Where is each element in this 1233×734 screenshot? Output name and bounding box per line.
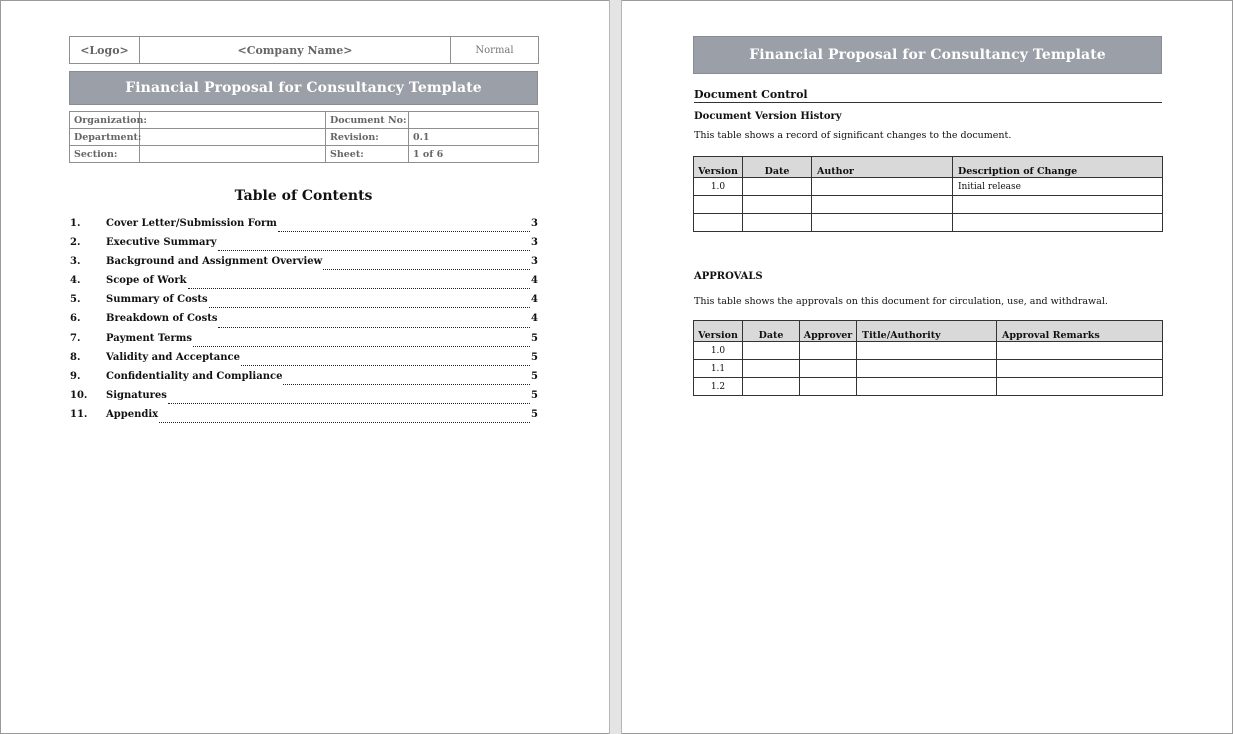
table-cell[interactable]: 1.1	[694, 360, 743, 378]
table-cell[interactable]	[812, 196, 953, 214]
document-no-value[interactable]	[409, 112, 539, 129]
toc-label: Payment Terms	[106, 332, 192, 344]
table-of-contents	[70, 218, 538, 428]
page-2	[622, 0, 1233, 734]
table-cell[interactable]	[743, 342, 800, 360]
table-cell[interactable]	[812, 214, 953, 232]
table-row	[694, 178, 1163, 196]
toc-page: 5	[531, 389, 538, 401]
table-row	[694, 378, 1163, 396]
toc-leader	[193, 346, 530, 347]
toc-label: Executive Summary	[106, 237, 217, 249]
table-cell[interactable]	[694, 214, 743, 232]
toc-leader	[218, 327, 530, 328]
toc-page: 4	[531, 294, 538, 306]
sheet-value[interactable]: 1 of 6	[409, 146, 539, 163]
toc-item[interactable]	[70, 218, 538, 237]
approvals-table	[693, 320, 1163, 396]
toc-number: 6.	[70, 313, 81, 325]
table-row	[694, 196, 1163, 214]
toc-page: 4	[531, 313, 538, 325]
logo-placeholder[interactable]: <Logo>	[70, 37, 140, 64]
table-cell[interactable]	[800, 378, 857, 396]
toc-item[interactable]	[70, 275, 538, 294]
document-title: Financial Proposal for Consultancy Template	[69, 71, 538, 105]
toc-number: 7.	[70, 332, 81, 344]
table-cell[interactable]	[743, 196, 812, 214]
table-cell[interactable]: 1.0	[694, 342, 743, 360]
approvals-description: This table shows the approvals on this document for circulation, use, and withdrawal.	[694, 296, 1108, 307]
toc-label: Signatures	[106, 389, 167, 401]
document-no-label: Document No:	[326, 112, 409, 129]
toc-title: Table of Contents	[234, 188, 373, 204]
table-cell[interactable]: 1.0	[694, 178, 743, 196]
toc-item[interactable]	[70, 390, 538, 409]
toc-leader	[241, 365, 530, 366]
table-cell[interactable]	[694, 196, 743, 214]
toc-page: 4	[531, 275, 538, 287]
table-cell[interactable]	[743, 214, 812, 232]
table-cell[interactable]	[800, 342, 857, 360]
toc-label: Validity and Acceptance	[106, 351, 240, 363]
toc-number: 5.	[70, 294, 81, 306]
table-cell[interactable]	[743, 360, 800, 378]
table-cell[interactable]: Initial release	[953, 178, 1163, 196]
department-value[interactable]	[140, 129, 326, 146]
toc-number: 3.	[70, 256, 81, 268]
toc-number: 8.	[70, 351, 81, 363]
toc-leader	[168, 403, 530, 404]
toc-leader	[283, 384, 530, 385]
toc-label: Summary of Costs	[106, 294, 208, 306]
toc-leader	[323, 269, 530, 270]
section-value[interactable]	[140, 146, 326, 163]
toc-item[interactable]	[70, 237, 538, 256]
column-header: Title/Authority	[857, 321, 997, 342]
column-header: Approval Remarks	[997, 321, 1163, 342]
organization-label: Organization:	[70, 112, 140, 129]
toc-leader	[188, 288, 530, 289]
table-cell[interactable]	[953, 196, 1163, 214]
organization-value[interactable]	[140, 112, 326, 129]
document-info-table	[69, 111, 539, 163]
table-cell[interactable]	[743, 178, 812, 196]
toc-number: 9.	[70, 370, 81, 382]
toc-page: 3	[531, 256, 538, 268]
table-cell[interactable]	[857, 378, 997, 396]
toc-item[interactable]	[70, 333, 538, 352]
toc-item[interactable]	[70, 256, 538, 275]
document-control-heading: Document Control	[694, 88, 1162, 103]
version-history-description: This table shows a record of significant changes to the document.	[694, 130, 1012, 141]
table-cell[interactable]	[997, 378, 1163, 396]
toc-label: Breakdown of Costs	[106, 313, 218, 325]
toc-leader	[209, 307, 530, 308]
department-label: Department:	[70, 129, 140, 146]
version-history-table	[693, 156, 1163, 232]
toc-label: Background and Assignment Overview	[106, 256, 323, 268]
toc-leader	[278, 231, 530, 232]
toc-page: 5	[531, 351, 538, 363]
toc-number: 11.	[70, 408, 88, 420]
toc-item[interactable]	[70, 371, 538, 390]
header-table	[69, 36, 539, 64]
table-row	[694, 360, 1163, 378]
toc-label: Confidentiality and Compliance	[106, 370, 283, 382]
document-title-page-2: Financial Proposal for Consultancy Template	[693, 36, 1162, 74]
table-cell[interactable]	[812, 178, 953, 196]
toc-number: 4.	[70, 275, 81, 287]
page-gutter	[609, 0, 622, 734]
toc-label: Scope of Work	[106, 275, 187, 287]
toc-leader	[218, 250, 530, 251]
table-cell[interactable]	[857, 360, 997, 378]
table-header-row	[694, 321, 1163, 342]
version-history-heading: Document Version History	[694, 111, 842, 122]
section-label: Section:	[70, 146, 140, 163]
sheet-label: Sheet:	[326, 146, 409, 163]
table-cell[interactable]	[997, 360, 1163, 378]
toc-number: 10.	[70, 389, 88, 401]
toc-item[interactable]	[70, 409, 538, 428]
column-header: Description of Change	[953, 157, 1163, 178]
table-row	[694, 214, 1163, 232]
column-header: Version	[694, 321, 743, 342]
revision-label: Revision:	[326, 129, 409, 146]
toc-label: Appendix	[106, 408, 159, 420]
column-header: Author	[812, 157, 953, 178]
table-row	[694, 342, 1163, 360]
toc-page: 5	[531, 408, 538, 420]
column-header: Date	[743, 157, 812, 178]
table-cell[interactable]	[743, 378, 800, 396]
toc-leader	[159, 422, 530, 423]
table-cell[interactable]	[800, 360, 857, 378]
toc-page: 3	[531, 218, 538, 229]
column-header: Approver	[800, 321, 857, 342]
approvals-heading: APPROVALS	[694, 271, 763, 282]
table-header-row	[694, 157, 1163, 178]
status-label: Normal	[451, 37, 539, 64]
toc-label: Cover Letter/Submission Form	[106, 218, 277, 229]
revision-value[interactable]: 0.1	[409, 129, 539, 146]
table-cell[interactable]	[953, 214, 1163, 232]
toc-item[interactable]	[70, 294, 538, 313]
toc-page: 5	[531, 332, 538, 344]
company-name[interactable]: <Company Name>	[140, 37, 451, 64]
toc-page: 5	[531, 370, 538, 382]
table-cell[interactable]	[857, 342, 997, 360]
toc-item[interactable]	[70, 313, 538, 332]
column-header: Date	[743, 321, 800, 342]
table-cell[interactable]	[997, 342, 1163, 360]
table-cell[interactable]: 1.2	[694, 378, 743, 396]
toc-number: 2.	[70, 237, 81, 249]
toc-number: 1.	[70, 218, 81, 229]
toc-page: 3	[531, 237, 538, 249]
toc-item[interactable]	[70, 352, 538, 371]
page-1	[0, 0, 609, 734]
column-header: Version	[694, 157, 743, 178]
